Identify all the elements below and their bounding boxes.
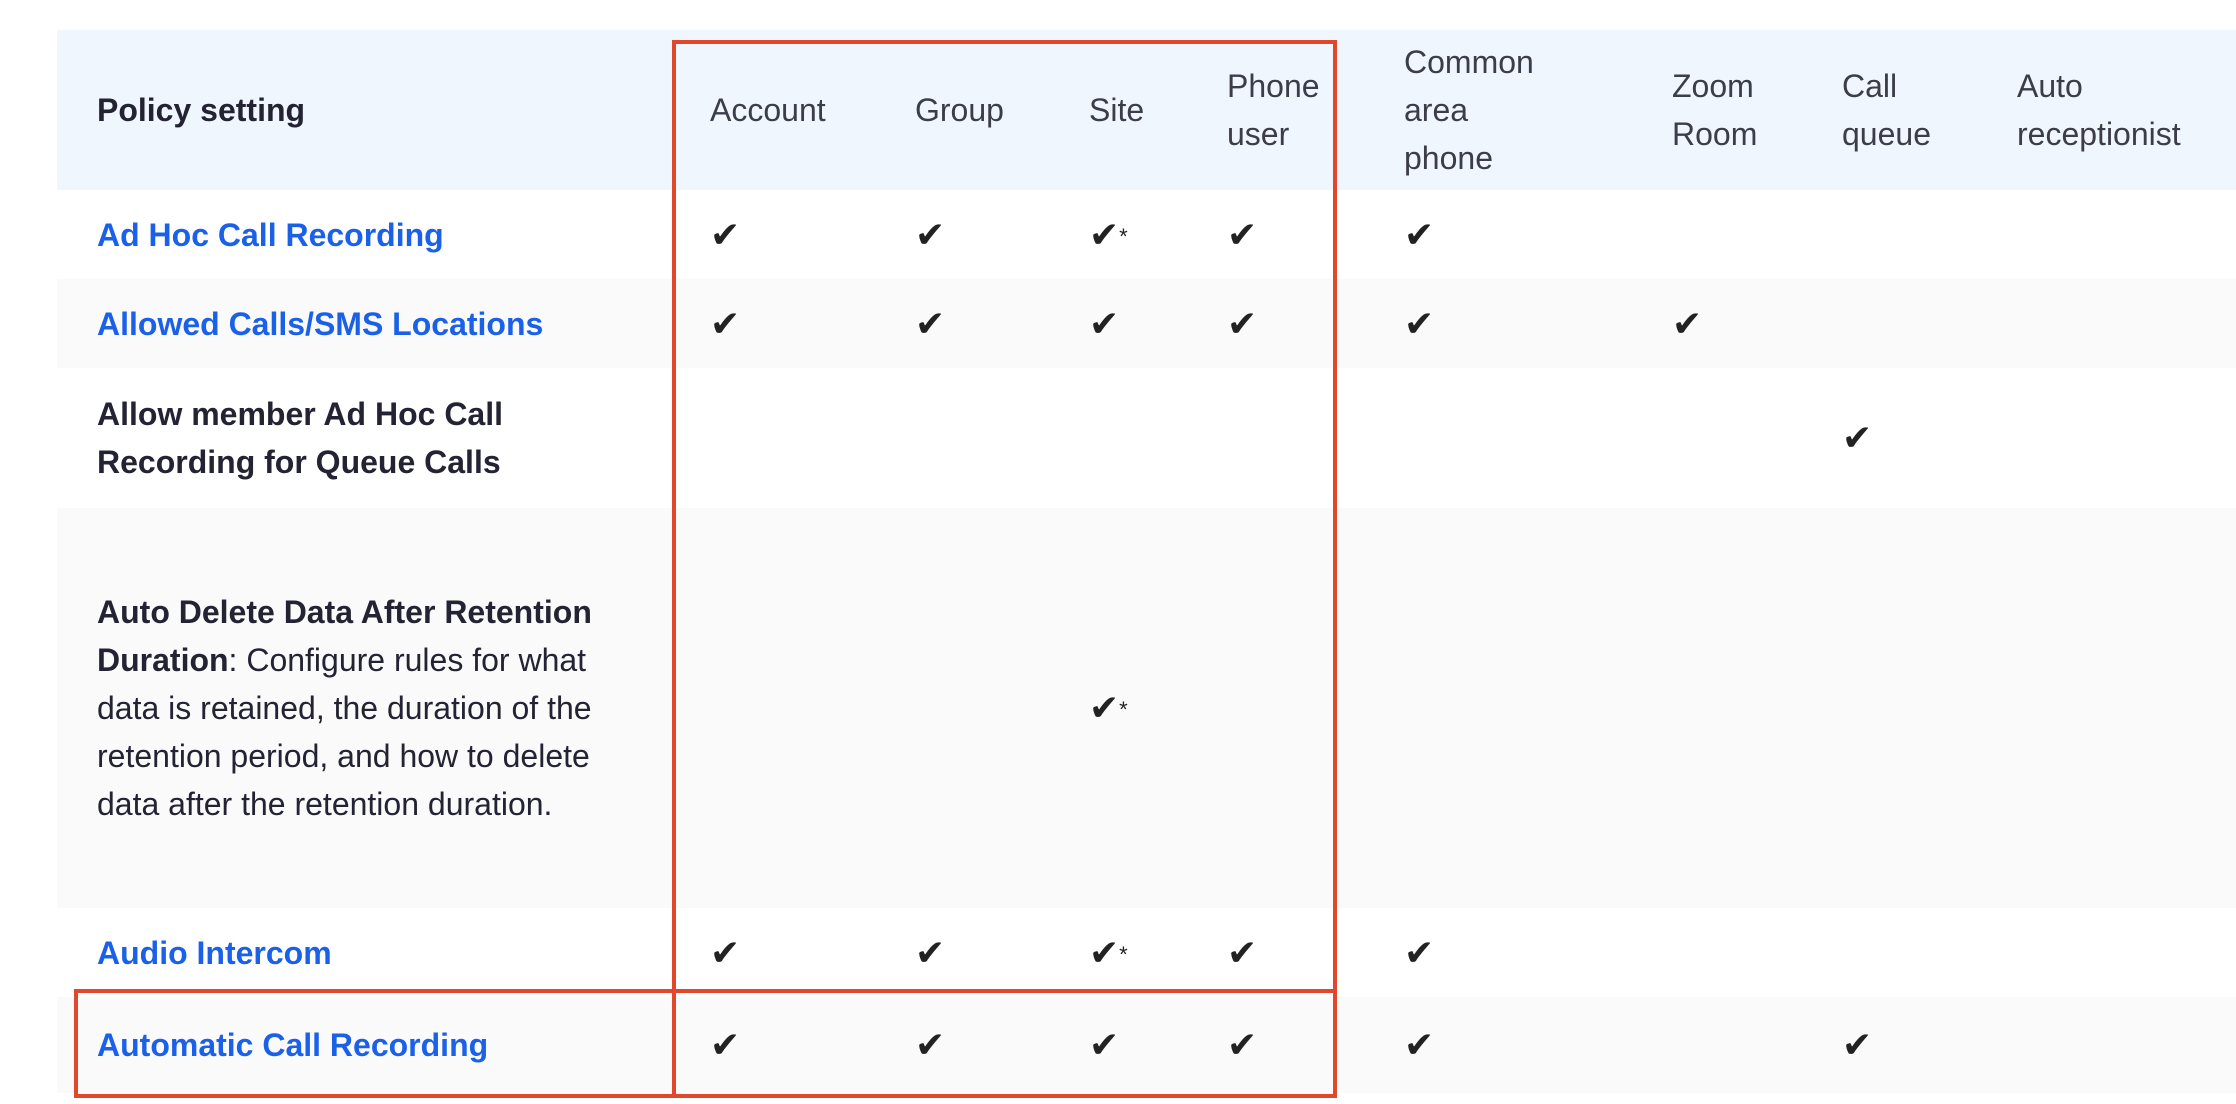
table-header-row xyxy=(57,30,2236,190)
asterisk-note: * xyxy=(1119,941,1128,967)
table-row xyxy=(57,190,2236,279)
check-phone-user: ✔ xyxy=(1227,931,1258,973)
row-setting xyxy=(97,368,567,508)
table-row xyxy=(57,279,2236,368)
setting-description: : Configure rules for what data is retained, the duration of the retention period, and how to delete data after the retention duration. xyxy=(97,642,592,822)
setting-link-automatic-call-recording[interactable]: Automatic Call Recording xyxy=(97,1027,489,1063)
column-header-site: Site xyxy=(1089,92,1145,128)
table-row xyxy=(57,368,2236,508)
check-call-queue: ✔ xyxy=(1842,417,1873,458)
check-group: ✔ xyxy=(915,931,946,973)
table-row xyxy=(57,997,2236,1093)
check-phone-user: ✔ xyxy=(1227,1024,1258,1065)
table-row xyxy=(57,908,2236,997)
column-header-phone-user: Phone user xyxy=(1227,68,1320,152)
check-common-area-phone: ✔ xyxy=(1404,213,1435,255)
check-site: ✔ * xyxy=(1089,908,1128,997)
table-row xyxy=(57,508,2236,908)
setting-label: Allow member Ad Hoc Call Recording for Queue Calls xyxy=(97,396,503,480)
check-call-queue: ✔ xyxy=(1842,1024,1873,1065)
check-account: ✔ xyxy=(710,302,741,344)
asterisk-note: * xyxy=(1119,697,1128,722)
row-setting xyxy=(97,997,657,1093)
check-phone-user: ✔ xyxy=(1227,213,1258,255)
check-site: ✔ * xyxy=(1089,508,1128,908)
check-group: ✔ xyxy=(915,1024,946,1065)
check-site: ✔ xyxy=(1089,1024,1120,1065)
asterisk-note: * xyxy=(1119,223,1128,249)
setting-link-allowed-calls-sms-locations[interactable]: Allowed Calls/SMS Locations xyxy=(97,305,544,342)
check-site: ✔ xyxy=(1089,302,1120,344)
setting-link-audio-intercom[interactable]: Audio Intercom xyxy=(97,934,332,971)
column-header-account: Account xyxy=(710,92,826,128)
column-header-auto-receptionist: Auto receptionist xyxy=(2017,68,2181,152)
check-common-area-phone: ✔ xyxy=(1404,1024,1435,1065)
check-account: ✔ xyxy=(710,1024,741,1065)
column-header-policy-setting: Policy setting xyxy=(97,92,306,128)
check-site: ✔ * xyxy=(1089,190,1128,279)
row-setting xyxy=(97,279,657,368)
check-zoom-room: ✔ xyxy=(1672,302,1703,344)
check-group: ✔ xyxy=(915,213,946,255)
column-header-call-queue: Call queue xyxy=(1842,68,1931,152)
check-common-area-phone: ✔ xyxy=(1404,931,1435,973)
setting-link-ad-hoc-call-recording[interactable]: Ad Hoc Call Recording xyxy=(97,216,444,253)
check-account: ✔ xyxy=(710,931,741,973)
row-setting xyxy=(97,908,657,997)
row-setting xyxy=(97,190,657,279)
check-common-area-phone: ✔ xyxy=(1404,302,1435,344)
column-header-group: Group xyxy=(915,92,1004,128)
row-setting xyxy=(97,508,637,908)
check-account: ✔ xyxy=(710,213,741,255)
check-phone-user: ✔ xyxy=(1227,302,1258,344)
setting-label: Auto Delete Data After Retention Duration xyxy=(97,594,592,678)
check-group: ✔ xyxy=(915,302,946,344)
column-header-common-area-phone: Common area phone xyxy=(1404,44,1534,176)
column-header-zoom-room: Zoom Room xyxy=(1672,68,1758,152)
